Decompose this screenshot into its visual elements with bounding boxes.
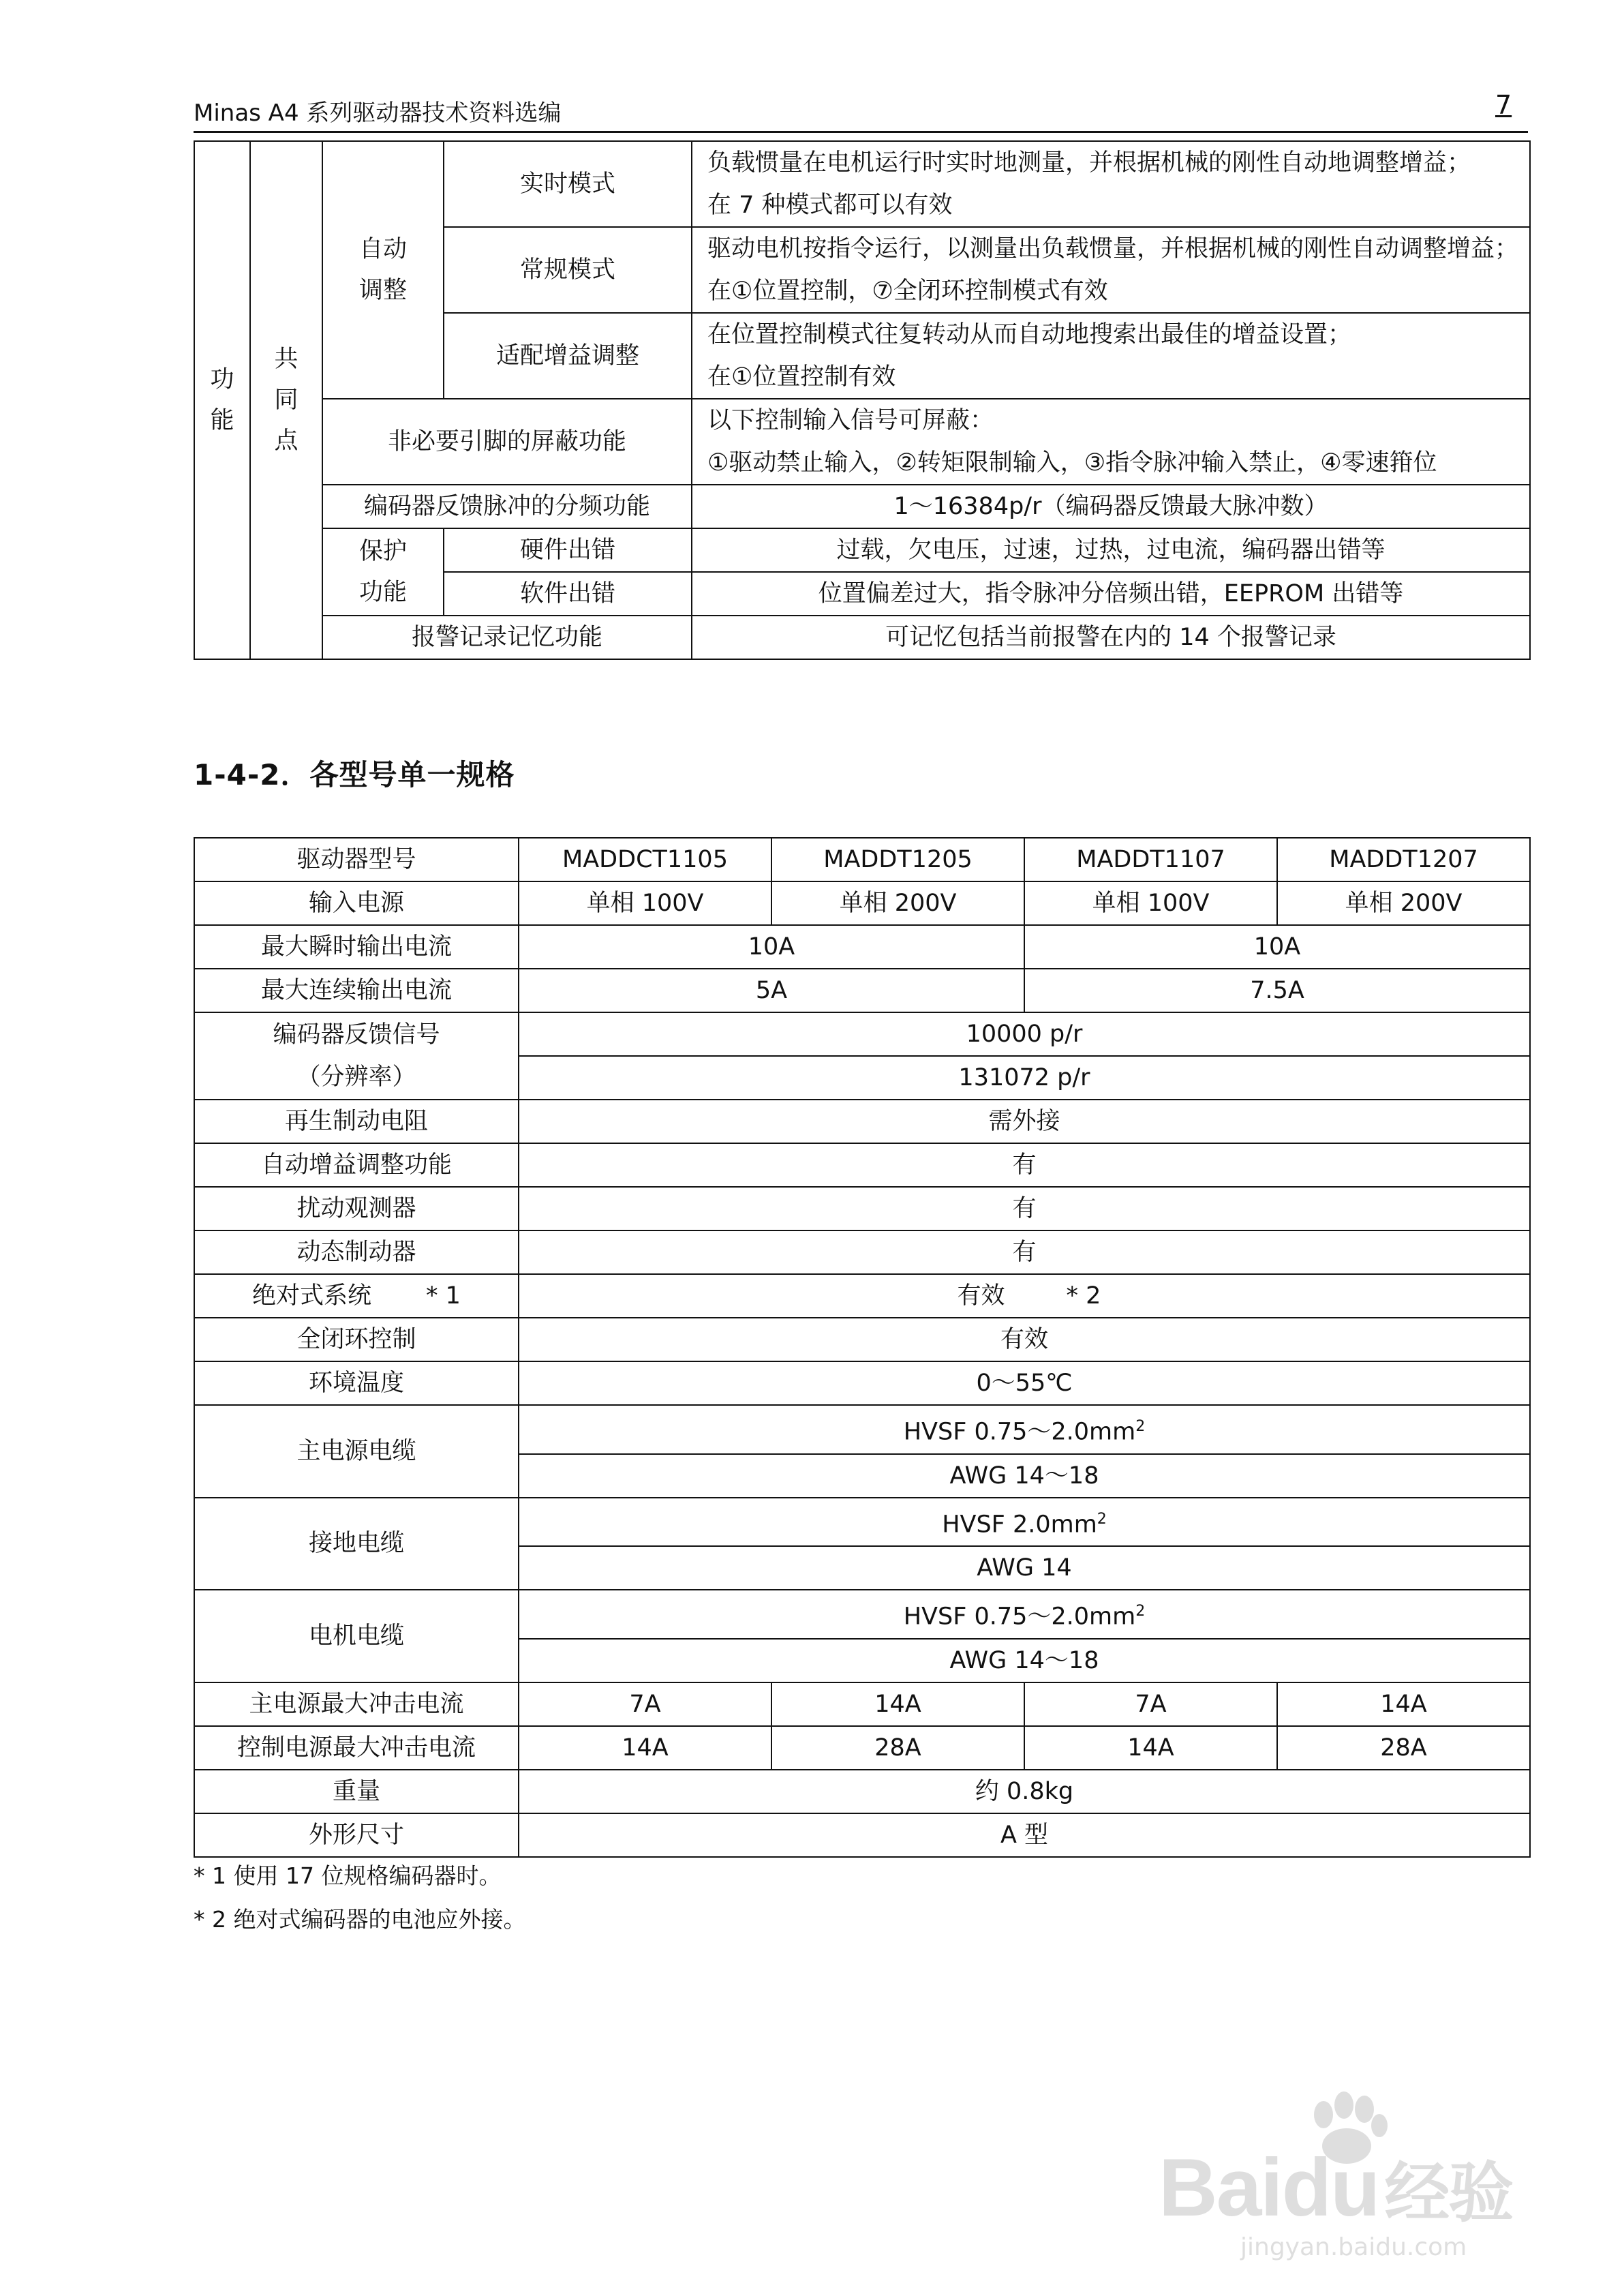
model-spec-table	[194, 837, 1531, 1858]
encoder-div-value: 1～16384p/r（编码器反馈最大脉冲数）	[692, 485, 1530, 528]
observer-label: 扰动观测器	[194, 1187, 519, 1230]
main-inrush-label: 主电源最大冲击电流	[194, 1682, 519, 1726]
ambient-temp-label: 环境温度	[194, 1361, 519, 1405]
main-inrush-value: 14A	[1277, 1682, 1530, 1726]
watermark-brand: Bai	[1159, 2142, 1282, 2233]
protection-label: 保护功能	[322, 528, 444, 616]
encoder-feedback-label: 编码器反馈信号 （分辨率）	[194, 1012, 519, 1100]
auto-gain-value: 有	[519, 1143, 1530, 1187]
mode-name-realtime: 实时模式	[444, 141, 692, 227]
input-power-value: 单相 100V	[519, 881, 771, 925]
footnote-mark: * 2	[1066, 1282, 1101, 1310]
regen-resistor-label: 再生制动电阻	[194, 1100, 519, 1143]
input-power-value: 单相 200V	[1277, 881, 1530, 925]
mask-function-name: 非必要引脚的屏蔽功能	[322, 399, 692, 485]
control-inrush-value: 28A	[771, 1726, 1024, 1770]
motor-cable-label: 电机电缆	[194, 1590, 519, 1682]
ground-cable-label: 接地电缆	[194, 1498, 519, 1590]
ambient-temp-value: 0～55℃	[519, 1361, 1530, 1405]
peak-current-label: 最大瞬时输出电流	[194, 925, 519, 969]
control-inrush-label: 控制电源最大冲击电流	[194, 1726, 519, 1770]
main-inrush-value: 7A	[519, 1682, 771, 1726]
model-name: MADDT1107	[1024, 838, 1277, 881]
peak-current-value: 10A	[1024, 925, 1530, 969]
model-name: MADDT1205	[771, 838, 1024, 881]
subcategory-cell: 共同点	[250, 141, 322, 659]
watermark-brand-2: du	[1281, 2142, 1379, 2233]
control-inrush-value: 28A	[1277, 1726, 1530, 1770]
peak-current-value: 10A	[519, 925, 1024, 969]
model-name: MADDT1207	[1277, 838, 1530, 881]
document-header-title: Minas A4 系列驱动器技术资料选编	[194, 100, 562, 127]
mask-function-desc: 以下控制输入信号可屏蔽： ①驱动禁止输入，②转矩限制输入，③指令脉冲输入禁止，④零速箝位	[692, 399, 1530, 485]
weight-value: 约 0.8kg	[519, 1770, 1530, 1813]
main-inrush-value: 7A	[1024, 1682, 1277, 1726]
page-number: 7	[1495, 90, 1512, 120]
motor-cable-hvsf: HVSF $0.75\sim 2.0mm^2$	[519, 1590, 1530, 1639]
input-power-value: 单相 100V	[1024, 881, 1277, 925]
common-functions-table	[194, 140, 1531, 660]
section-heading: 1-4-2．各型号单一规格	[194, 758, 515, 791]
continuous-current-value: 5A	[519, 969, 1024, 1012]
ground-cable-awg: AWG 14	[519, 1546, 1530, 1590]
footnote-mark: * 1	[426, 1282, 461, 1310]
mode-desc-adaptive: 在位置控制模式往复转动从而自动地搜索出最佳的增益设置； 在①位置控制有效	[692, 313, 1530, 399]
footnote-2: * 2 绝对式编码器的电池应外接。	[194, 1906, 526, 1933]
header-rule	[194, 131, 1528, 133]
full-closed-label: 全闭环控制	[194, 1318, 519, 1361]
model-name: MADDCT1105	[519, 838, 771, 881]
encoder-div-name: 编码器反馈脉冲的分频功能	[322, 485, 692, 528]
full-closed-value: 有效	[519, 1318, 1530, 1361]
mode-name-normal: 常规模式	[444, 227, 692, 313]
input-power-value: 单相 200V	[771, 881, 1024, 925]
absolute-system-label: 绝对式系统 * 1	[194, 1274, 519, 1318]
software-error-name: 软件出错	[444, 572, 692, 616]
hardware-error-name: 硬件出错	[444, 528, 692, 572]
encoder-feedback-value: 131072 p/r	[519, 1056, 1530, 1100]
dynamic-brake-label: 动态制动器	[194, 1230, 519, 1274]
mode-name-adaptive: 适配增益调整	[444, 313, 692, 399]
input-power-label: 输入电源	[194, 881, 519, 925]
mode-desc-realtime: 负载惯量在电机运行时实时地测量，并根据机械的刚性自动地调整增益； 在 7 种模式都可以有效	[692, 141, 1530, 227]
absolute-system-value: 有效 * 2	[519, 1274, 1530, 1318]
model-label: 驱动器型号	[194, 838, 519, 881]
watermark-url: jingyan.baidu.com	[1240, 2233, 1467, 2261]
watermark-product: 经验	[1384, 2157, 1513, 2230]
continuous-current-value: 7.5A	[1024, 969, 1530, 1012]
encoder-feedback-value: 10000 p/r	[519, 1012, 1530, 1056]
continuous-current-label: 最大连续输出电流	[194, 969, 519, 1012]
dynamic-brake-value: 有	[519, 1230, 1530, 1274]
ground-cable-hvsf: HVSF $2.0mm^2$	[519, 1498, 1530, 1547]
alarm-record-value: 可记忆包括当前报警在内的 14 个报警记录	[692, 616, 1530, 659]
alarm-record-name: 报警记录记忆功能	[322, 616, 692, 659]
hardware-error-value: 过载，欠电压，过速，过热，过电流，编码器出错等	[692, 528, 1530, 572]
auto-gain-label: 自动增益调整功能	[194, 1143, 519, 1187]
category-cell: 功能	[194, 141, 250, 659]
main-inrush-value: 14A	[771, 1682, 1024, 1726]
size-label: 外形尺寸	[194, 1813, 519, 1857]
footnote-1: * 1 使用 17 位规格编码器时。	[194, 1862, 502, 1889]
baidu-jingyan-watermark	[1145, 2052, 1527, 2261]
observer-value: 有	[519, 1187, 1530, 1230]
auto-tune-label: 自动调整	[322, 141, 444, 399]
software-error-value: 位置偏差过大，指令脉冲分倍频出错，EEPROM 出错等	[692, 572, 1530, 616]
control-inrush-value: 14A	[1024, 1726, 1277, 1770]
main-cable-hvsf: HVSF $0.75\sim 2.0mm^2$	[519, 1405, 1530, 1454]
main-cable-awg: AWG 14～18	[519, 1454, 1530, 1498]
weight-label: 重量	[194, 1770, 519, 1813]
main-cable-label: 主电源电缆	[194, 1405, 519, 1498]
motor-cable-awg: AWG 14～18	[519, 1639, 1530, 1682]
size-value: A 型	[519, 1813, 1530, 1857]
control-inrush-value: 14A	[519, 1726, 771, 1770]
mode-desc-normal: 驱动电机按指令运行，以测量出负载惯量，并根据机械的刚性自动调整增益； 在①位置控制，⑦全闭环控制模式有效	[692, 227, 1530, 313]
regen-resistor-value: 需外接	[519, 1100, 1530, 1143]
